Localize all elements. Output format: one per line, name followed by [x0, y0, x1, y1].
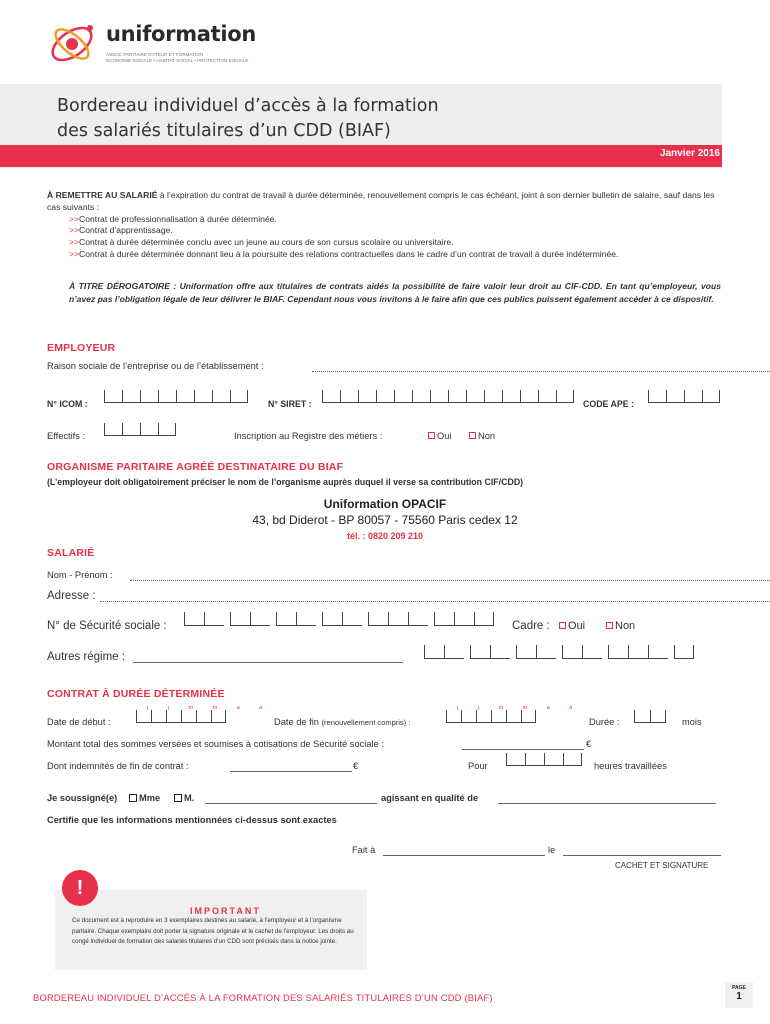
siret-label: N° SIRET :	[268, 399, 312, 409]
organisme-address: 43, bd Diderot - BP 80057 - 75560 Paris cedex 12	[252, 513, 518, 527]
icom-label: N° ICOM :	[47, 399, 88, 409]
date-debut-boxes[interactable]	[136, 710, 226, 723]
nom-prenom-label: Nom - Prénom :	[47, 570, 113, 580]
intro-text: À REMETTRE AU SALARIÉ à l’expiration du contrat de travail à durée déterminée, renouvellement compris le cas échéant, joint à son dernier bulletin de salaire, sauf dans les cas suivants : >>Contrat de professionnalisation à durée déterminée. >>Contrat d’apprentissage. >>Contrat à durée déterminée conclu avec un jeune au cours de son cursus scolaire ou universitaire. >>Contrat à durée déterminée donnant lieu à la poursuite des relations contractuelles dans le cadre d’un contrat de travail à durée indéterminée.	[47, 190, 722, 261]
footer-text: BORDEREAU INDIVIDUEL D’ACCÈS À LA FORMATION DES SALARIÉS TITULAIRES D’UN CDD (BIAF)	[33, 992, 493, 1003]
date-fin-hint: j j m m a a	[457, 705, 582, 711]
soussigne-name-field[interactable]	[205, 803, 377, 804]
derogation-note: À TITRE DÉROGATOIRE : Uniformation offre aux titulaires de contrats aidés la possibilité de faire valoir leur droit au CIF-CDD. En tant qu’employeur, vous n’avez pas l’obligation légale de leur délivrer le BIAF. Cependant nous vous invitons à le faire afin que ces publics puissent également accéder à ce dispositif.	[69, 281, 721, 304]
mois-label: mois	[682, 717, 702, 727]
m-checkbox[interactable]: M.	[174, 793, 194, 803]
list-item: >>Contrat à durée déterminée donnant lieu à la poursuite des relations contractuelles dans le cadre d’un contrat de travail à durée indéterminée.	[69, 248, 619, 259]
icom-boxes[interactable]	[104, 390, 248, 403]
cachet-label: CACHET ET SIGNATURE	[615, 861, 709, 870]
qualite-field[interactable]	[498, 803, 716, 804]
section-employeur-heading: EMPLOYEUR	[47, 342, 116, 354]
date-field[interactable]	[563, 855, 721, 856]
secu-label: N° de Sécurité sociale :	[47, 620, 167, 632]
raison-sociale-field[interactable]	[312, 371, 770, 372]
le-label: le	[548, 845, 556, 855]
certifie-text: Certifie que les informations mentionnées ci-dessus sont exactes	[47, 815, 337, 825]
page-label: PAGE	[732, 985, 746, 991]
montant-label: Montant total des sommes versées et soumises à cotisations de Sécurité sociale :	[47, 739, 384, 749]
autres-regime-field[interactable]	[133, 662, 403, 663]
adresse-label: Adresse :	[47, 590, 96, 602]
warning-icon: !	[62, 870, 98, 906]
ape-boxes[interactable]	[648, 390, 720, 403]
page-title: Bordereau individuel d’accès à la formation des salariés titulaires d’un CDD (BIAF)	[57, 96, 439, 141]
page-number: 1	[736, 991, 742, 1002]
list-item: >>Contrat d’apprentissage.	[69, 225, 173, 236]
mme-checkbox[interactable]: Mme	[129, 793, 160, 803]
heures-label: heures travaillées	[594, 761, 667, 771]
raison-sociale-label: Raison sociale de l’entreprise ou de l’établissement :	[47, 361, 264, 371]
cadre-label: Cadre :	[512, 620, 550, 632]
duree-boxes[interactable]	[634, 710, 666, 723]
soussigne-label: Je soussigné(e)	[47, 793, 118, 803]
registre-oui-checkbox[interactable]: Oui	[428, 431, 451, 441]
duree-label: Durée :	[589, 717, 620, 727]
indemnites-label: Dont indemnités de fin de contrat :	[47, 761, 189, 771]
organisme-subtitle: (L’employeur doit obligatoirement préciser le nom de l’organisme auprès duquel il verse sa contribution CIF/CDD)	[47, 477, 524, 487]
section-salarie-heading: SALARIÉ	[47, 547, 95, 559]
section-organisme-heading: ORGANISME PARITAIRE AGRÉÉ DESTINATAIRE DU BIAF	[47, 461, 344, 473]
pour-label: Pour	[468, 761, 488, 771]
cadre-oui-checkbox[interactable]: Oui	[559, 620, 585, 632]
qualite-label: agissant en qualité de	[381, 793, 479, 803]
organisme-tel: tél. : 0820 209 210	[346, 531, 424, 541]
fait-a-label: Fait à	[352, 845, 376, 855]
section-contrat-heading: CONTRAT À DURÉE DÉTERMINÉE	[47, 688, 225, 700]
brand-name: uniformation	[106, 22, 257, 46]
nom-prenom-field[interactable]	[130, 580, 770, 581]
important-text: Ce document est à reproduire en 3 exemplaires destinés au salarié, à l’employeur et à l’organisme paritaire. Chaque exemplaire doit porter la signature originale et le cachet de l’employeur. Les droits au congé individuel de formation des salariés titulaires d’un CDD sont précisés dans la notice jointe.	[72, 917, 354, 946]
important-title: IMPORTANT	[190, 906, 261, 916]
uniformation-logo-icon	[44, 18, 102, 68]
intro-lead: À REMETTRE AU SALARIÉ	[47, 190, 158, 200]
date-debut-hint: j j m m a a	[147, 705, 272, 711]
montant-euro: €	[586, 739, 592, 749]
date-fin-boxes[interactable]	[446, 710, 536, 723]
checkbox-icon	[129, 794, 137, 802]
fait-a-field[interactable]	[383, 855, 545, 856]
checkbox-icon	[469, 432, 476, 439]
adresse-field[interactable]	[100, 601, 770, 602]
registre-label: Inscription au Registre des métiers :	[234, 431, 383, 441]
indemnites-euro: €	[353, 761, 359, 771]
effectifs-label: Effectifs :	[47, 431, 86, 441]
cadre-non-checkbox[interactable]: Non	[606, 620, 635, 632]
effectifs-boxes[interactable]	[104, 423, 176, 436]
document-date: Janvier 2016	[659, 148, 720, 159]
brand-tagline: ASSOC PARITAIRE D'ATEUR ET FORMATION ÉCONOMIE SOCIALE • HABITAT SOCIAL • PROTECTION SOCIALE	[106, 52, 249, 63]
autres-regime-label: Autres régime :	[47, 651, 125, 663]
list-item: >>Contrat de professionnalisation à durée déterminée.	[69, 213, 277, 224]
indemnites-field[interactable]	[230, 771, 352, 772]
heures-boxes[interactable]	[506, 753, 582, 766]
checkbox-icon	[428, 432, 435, 439]
organisme-name: Uniformation OPACIF	[323, 497, 447, 511]
checkbox-icon	[559, 622, 566, 629]
checkbox-icon	[174, 794, 182, 802]
date-debut-label: Date de début :	[47, 717, 111, 727]
checkbox-icon	[606, 622, 613, 629]
montant-field[interactable]	[462, 749, 584, 750]
title-red-bar	[0, 145, 722, 167]
siret-boxes[interactable]	[322, 390, 574, 403]
exceptions-list	[69, 214, 722, 261]
registre-non-checkbox[interactable]: Non	[469, 431, 495, 441]
page-number-badge	[725, 982, 753, 1008]
autres-regime-boxes[interactable]	[424, 645, 694, 659]
secu-boxes[interactable]	[184, 612, 494, 626]
date-fin-label: Date de fin (renouvellement compris) :	[274, 717, 411, 727]
ape-label: CODE APE :	[583, 399, 634, 409]
list-item: >>Contrat à durée déterminée conclu avec un jeune au cours de son cursus scolaire ou universitaire.	[69, 237, 454, 248]
